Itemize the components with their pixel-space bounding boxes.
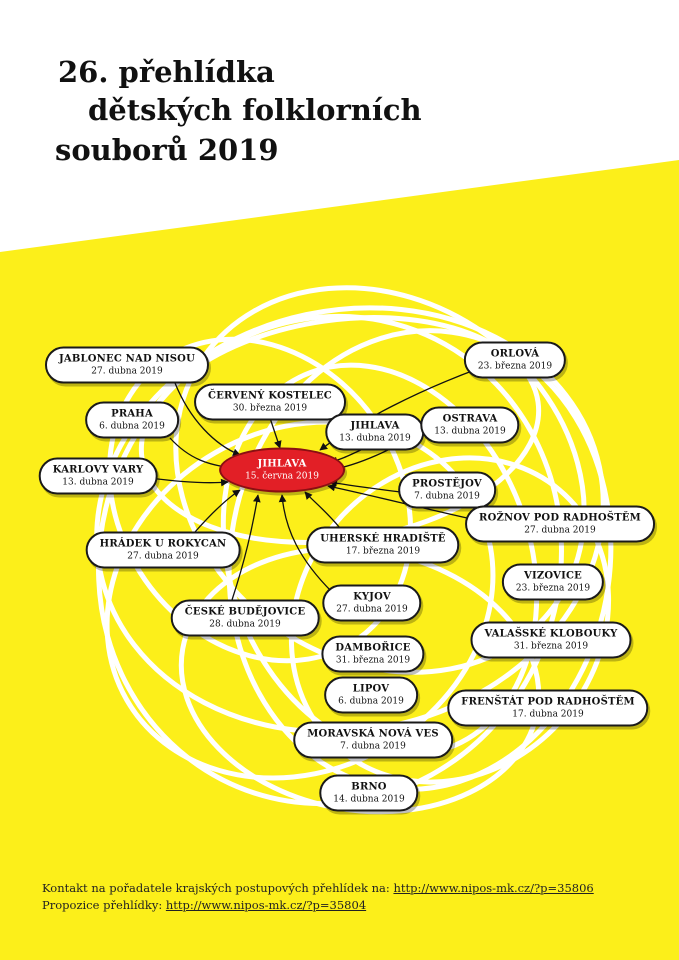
node-praha	[85, 402, 179, 439]
node-name: VALAŠSKÉ KLOBOUKY	[484, 628, 618, 640]
node-date: 13. dubna 2019	[62, 477, 134, 488]
rules-label: Propozice přehlídky:	[42, 898, 163, 912]
node-date: 14. dubna 2019	[333, 794, 405, 805]
contact-link[interactable]: http://www.nipos-mk.cz/?p=35806	[393, 881, 594, 895]
node-date: 17. dubna 2019	[512, 709, 584, 720]
final-venue-jihlava	[219, 448, 345, 493]
node-name: PROSTĚJOV	[412, 478, 482, 490]
node-name: ČESKÉ BUDĚJOVICE	[184, 606, 306, 618]
node-uherske-hradiste	[306, 527, 459, 564]
node-date: 7. dubna 2019	[414, 491, 480, 502]
contact-label: Kontakt na pořadatele krajských postupových přehlídek na:	[42, 881, 390, 895]
node-name: PRAHA	[111, 408, 153, 420]
node-name: BRNO	[351, 781, 387, 793]
node-cerveny-kostelec	[194, 384, 346, 421]
node-date: 27. dubna 2019	[524, 525, 596, 536]
footer	[42, 880, 594, 914]
node-vizovice	[502, 564, 604, 601]
node-date: 13. dubna 2019	[434, 426, 506, 437]
node-hradek-u-rokycan	[86, 532, 241, 569]
node-name: JIHLAVA	[350, 420, 400, 432]
node-name: KYJOV	[353, 591, 391, 603]
title-line-2: dětských folklorních	[88, 93, 422, 127]
node-name: KARLOVY VARY	[52, 464, 144, 476]
node-date: 7. dubna 2019	[340, 741, 406, 752]
node-name: ORLOVÁ	[490, 348, 540, 360]
node-date: 31. března 2019	[513, 641, 589, 652]
node-name: HRÁDEK U ROKYCAN	[99, 538, 227, 550]
rules-link[interactable]: http://www.nipos-mk.cz/?p=35804	[165, 898, 367, 912]
node-name: VIZOVICE	[524, 570, 582, 582]
node-name: JABLONEC NAD NISOU	[58, 353, 196, 365]
node-ostrava	[420, 407, 519, 444]
node-date: 23. března 2019	[515, 583, 591, 594]
title-line-3: souborů 2019	[55, 133, 279, 167]
node-date: 28. dubna 2019	[209, 619, 281, 630]
node-roznov-pod-radhostem	[465, 506, 655, 543]
node-name: ČERVENÝ KOSTELEC	[208, 390, 332, 402]
node-date: 23. března 2019	[477, 361, 553, 372]
node-kyjov	[322, 585, 421, 622]
node-moravska-nova-ves	[293, 722, 453, 759]
title-line-1: 26. přehlídka	[58, 55, 275, 89]
node-date: 13. dubna 2019	[339, 433, 411, 444]
node-damborice	[321, 636, 424, 673]
node-date: 27. dubna 2019	[336, 604, 408, 615]
node-name: ROŽNOV POD RADHOŠTĚM	[479, 512, 641, 524]
node-date: 17. března 2019	[345, 546, 421, 557]
node-date: 15. června 2019	[245, 471, 319, 482]
node-orlova	[464, 342, 566, 379]
node-date: 27. dubna 2019	[91, 366, 163, 377]
node-name: LIPOV	[352, 683, 390, 695]
node-lipov	[324, 677, 418, 714]
node-name: UHERSKÉ HRADIŠTĚ	[320, 533, 446, 545]
footer-rules-line	[42, 897, 594, 914]
node-ceske-budejovice	[171, 600, 320, 637]
node-name: MORAVSKÁ NOVÁ VES	[307, 728, 439, 740]
node-date: 31. března 2019	[335, 655, 411, 666]
node-jablonec-nad-nisou	[45, 347, 209, 384]
node-karlovy-vary	[39, 458, 158, 495]
footer-contact-line	[42, 880, 594, 897]
node-prostejov	[398, 472, 496, 509]
node-brno	[319, 775, 418, 812]
node-date: 27. dubna 2019	[127, 551, 199, 562]
node-name: FRENŠTÁT POD RADHOŠTĚM	[461, 696, 635, 708]
node-date: 6. dubna 2019	[99, 421, 165, 432]
node-name: JIHLAVA	[257, 458, 307, 470]
node-name: OSTRAVA	[442, 413, 498, 425]
node-frenstat-pod-radhostem	[447, 690, 648, 727]
node-date: 6. dubna 2019	[338, 696, 404, 707]
node-jihlava-regional	[325, 414, 424, 451]
node-name: DAMBOŘICE	[335, 642, 411, 654]
node-valasske-klobouky	[470, 622, 631, 659]
node-date: 30. března 2019	[232, 403, 308, 414]
